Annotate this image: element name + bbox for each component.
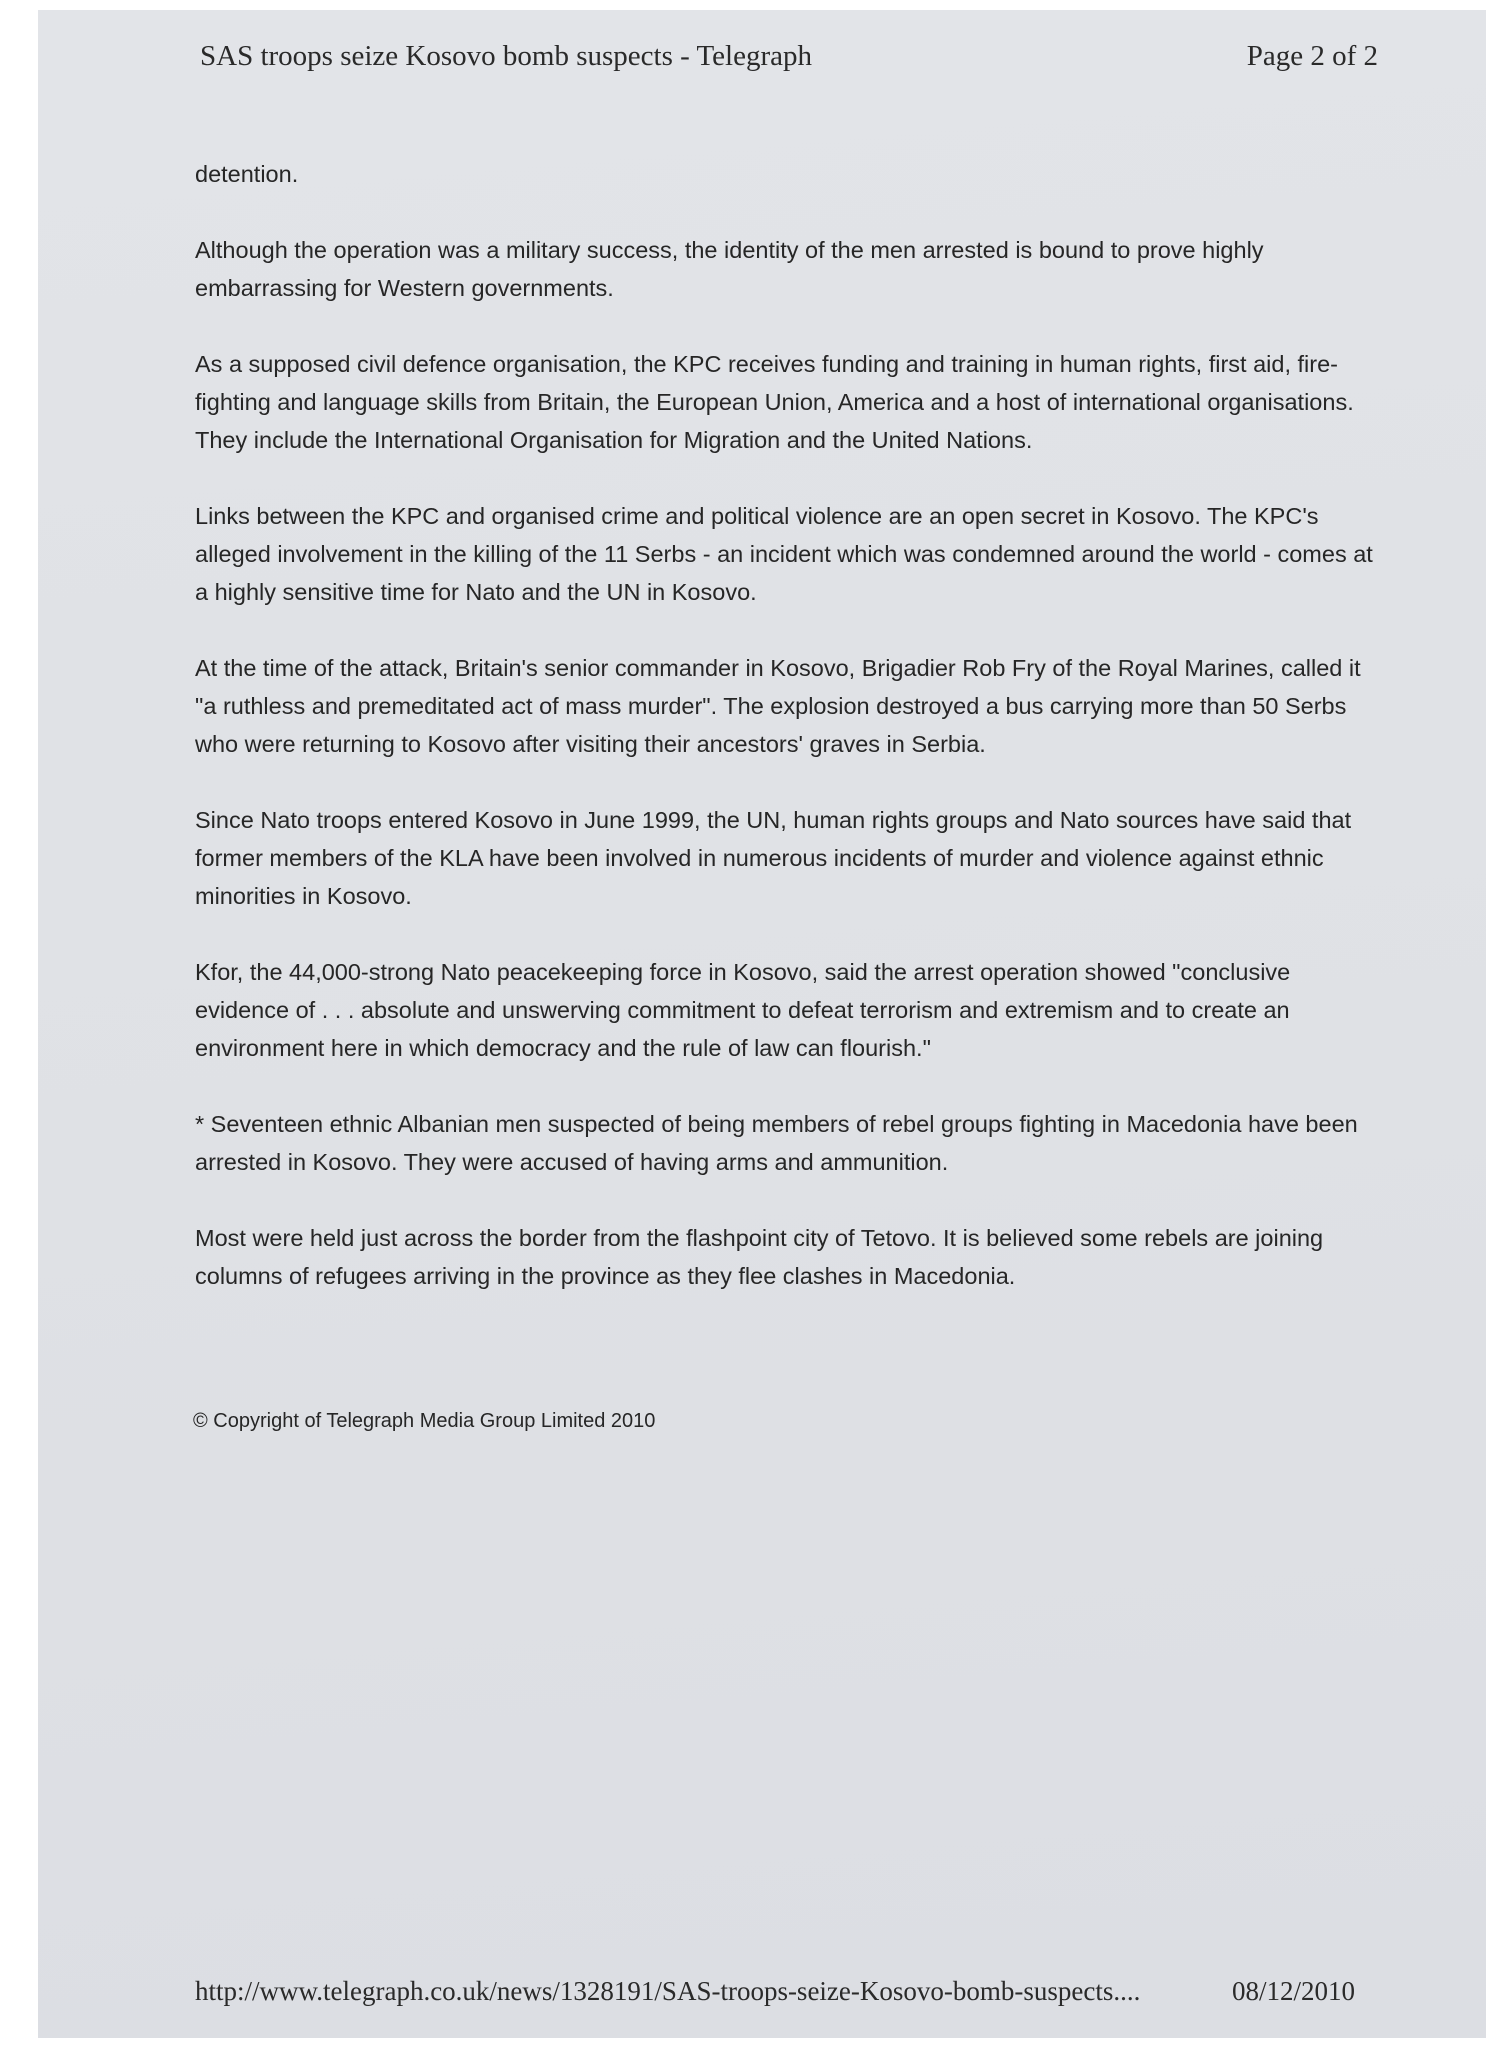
paragraph: Since Nato troops entered Kosovo in June 1999, the UN, human rights groups and Nato sources have said that former members of the KLA have been involved in numerous incidents of murder and violence against ethnic minorities in Kosovo.: [195, 807, 1352, 909]
print-footer: [195, 1976, 1355, 2007]
paragraph: Links between the KPC and organised crime and political violence are an open secret in Kosovo. The KPC's alleged involvement in the killing of the 11 Serbs - an incident which was condemned around the world - comes at a highly sensitive time for Nato and the UN in Kosovo.: [195, 503, 1373, 605]
paragraph: At the time of the attack, Britain's senior commander in Kosovo, Brigadier Rob Fry of the Royal Marines, called it "a ruthless and premeditated act of mass murder". The explosion destroyed a bus carrying more than 50 Serbs who were returning to Kosovo after visiting their ancestors' graves in Serbia.: [195, 655, 1361, 757]
document-title: SAS troops seize Kosovo bomb suspects - Telegraph: [200, 40, 813, 72]
paragraph: Kfor, the 44,000-strong Nato peacekeeping force in Kosovo, said the arrest operation showed "conclusive evidence of . . . absolute and unswerving commitment to defeat terrorism and extremism and to create an environment here in which democracy and the rule of law can flourish.": [195, 959, 1291, 1061]
article-body: [195, 155, 1385, 1333]
paragraph: As a supposed civil defence organisation, the KPC receives funding and training in human rights, first aid, fire-fighting and language skills from Britain, the European Union, America and a host of international organisations. They include the International Organisation for Migration and the United Nations.: [195, 351, 1354, 453]
copyright-notice: © Copyright of Telegraph Media Group Limited 2010: [193, 1410, 656, 1432]
page-number: Page 2 of 2: [1246, 40, 1378, 72]
paragraph: * Seventeen ethnic Albanian men suspected of being members of rebel groups fighting in Macedonia have been arrested in Kosovo. They were accused of having arms and ammunition.: [195, 1111, 1358, 1175]
print-header: [200, 40, 1378, 73]
print-date: 08/12/2010: [1231, 1976, 1355, 2006]
source-url: http://www.telegraph.co.uk/news/1328191/SAS-troops-seize-Kosovo-bomb-suspects....: [195, 1976, 1141, 2006]
document-page: [38, 10, 1486, 2038]
paragraph: Although the operation was a military success, the identity of the men arrested is bound to prove highly embarrassing for Western governments.: [195, 237, 1264, 301]
paragraph: Most were held just across the border from the flashpoint city of Tetovo. It is believed some rebels are joining columns of refugees arriving in the province as they flee clashes in Macedonia.: [195, 1225, 1324, 1289]
paragraph: detention.: [195, 161, 299, 187]
